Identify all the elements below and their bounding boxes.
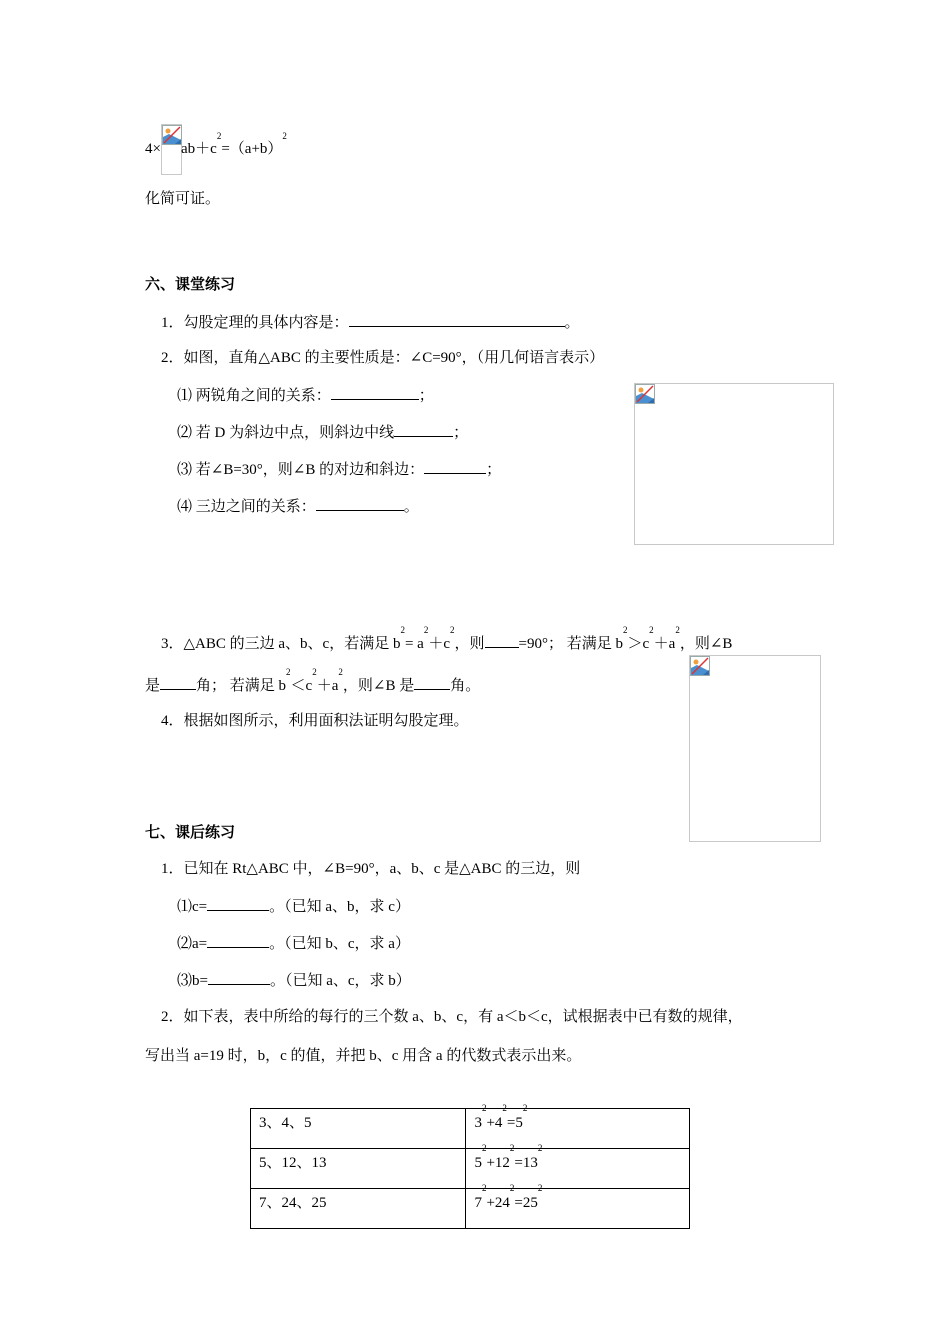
- exponent: 2: [481, 1183, 487, 1193]
- answer-blank[interactable]: [485, 633, 519, 648]
- q3-text: 角； 若满足 b: [196, 678, 287, 694]
- item-label: ⑷ 三边之间的关系：: [177, 499, 316, 515]
- exponent: 2: [481, 1103, 487, 1113]
- item-note: 。（已知 a、b，求 c）: [269, 899, 410, 915]
- eq-part: =13: [514, 1155, 538, 1171]
- exponent: 2: [450, 625, 455, 635]
- exponent: 2: [338, 667, 343, 677]
- q3-text: ，则∠B 是: [342, 678, 415, 694]
- punct: ；: [486, 462, 502, 478]
- triangle-figure-image: [634, 383, 834, 545]
- answer-blank[interactable]: [207, 933, 269, 948]
- s6-q4: 4．根据如图所示，利用面积法证明勾股定理。: [161, 713, 469, 729]
- s7-q2-line1: 2．如下表，表中所给的每行的三个数 a、b、c，有 a＜b＜c，试根据表中已有数的规律，: [161, 1009, 743, 1025]
- answer-blank[interactable]: [160, 675, 196, 690]
- item-label: ⑵ 若 D 为斜边中点，则斜边中线: [177, 425, 395, 441]
- item-label: ⑵a=: [177, 936, 208, 952]
- formula-rest: [181, 131, 287, 159]
- exponent: 2: [537, 1143, 543, 1153]
- broken-image-icon: [690, 656, 710, 676]
- item-label: ⑴c=: [177, 899, 208, 915]
- formula-part: ab＋c: [181, 141, 217, 157]
- item-note: 。（已知 a、c，求 b）: [269, 973, 411, 989]
- s6-q3-line1: [161, 625, 733, 654]
- punct: 。: [403, 499, 419, 515]
- q3-text: ＞c: [627, 636, 650, 652]
- answer-blank[interactable]: [394, 422, 453, 437]
- punct: 。: [564, 315, 580, 331]
- answer-blank[interactable]: [414, 675, 450, 690]
- exponent: 2: [286, 667, 291, 677]
- s6-q2-item-4: [177, 496, 419, 517]
- exponent: 2: [216, 131, 222, 141]
- eq-part: +24: [486, 1195, 510, 1211]
- s6-q1: [161, 312, 580, 333]
- section7-title: 七、课后练习: [145, 825, 236, 841]
- q3-text: 是: [145, 678, 161, 694]
- q3-text: 角。: [450, 678, 481, 694]
- item-note: 。（已知 b、c，求 a）: [269, 936, 410, 952]
- eq-part: +12: [486, 1155, 510, 1171]
- s7-q2-line2: 写出当 a=19 时，b，c 的值，并把 b、c 用含 a 的代数式表示出来。: [145, 1048, 582, 1064]
- q3-text: ，则: [454, 636, 485, 652]
- eq-part: =5: [506, 1115, 523, 1131]
- exponent: 2: [502, 1103, 507, 1113]
- s7-q1-item-1: [177, 896, 410, 917]
- table-cell-equation: [466, 1183, 690, 1229]
- item-label: ⑶b=: [177, 973, 208, 989]
- table-cell-equation: [466, 1103, 690, 1149]
- exponent: 2: [622, 625, 628, 635]
- q3-text: ，则∠B: [679, 636, 733, 652]
- proof-figure-image: [689, 655, 821, 842]
- eq-part: 5: [474, 1155, 482, 1171]
- answer-blank[interactable]: [424, 459, 486, 474]
- exponent: 2: [649, 625, 654, 635]
- answer-blank[interactable]: [349, 312, 565, 327]
- exponent: 2: [522, 1103, 528, 1113]
- pythagorean-table: [250, 1103, 690, 1229]
- exponent: 2: [282, 131, 287, 141]
- table-row: [251, 1189, 690, 1229]
- exponent: 2: [509, 1183, 515, 1193]
- s7-q1-item-2: [177, 933, 410, 954]
- table-row: [251, 1149, 690, 1189]
- formula-part: =（a+b）: [221, 141, 283, 157]
- table-row: [251, 1109, 690, 1149]
- section6-title: 六、课堂练习: [145, 277, 236, 293]
- q3-text: = a: [404, 636, 424, 652]
- eq-part: +4: [486, 1115, 503, 1131]
- q3-text: ＜c: [290, 678, 313, 694]
- punct: ；: [418, 388, 434, 404]
- exponent: 2: [675, 625, 680, 635]
- broken-image-icon: [635, 384, 655, 404]
- punct: ；: [453, 425, 469, 441]
- eq-part: =25: [514, 1195, 538, 1211]
- simplify-text: 化简可证。: [145, 191, 221, 207]
- exponent: 2: [481, 1143, 487, 1153]
- q3-text: =90°； 若满足 b: [518, 636, 623, 652]
- eq-part: 7: [474, 1195, 482, 1211]
- s6-q2-item-1: [177, 385, 434, 406]
- broken-image-icon: [162, 125, 182, 145]
- s6-q2-item-2: [177, 422, 468, 443]
- s7-q1-item-3: [177, 970, 411, 991]
- item-label: ⑴ 两锐角之间的关系：: [177, 388, 331, 404]
- fraction-image: [161, 124, 182, 175]
- table-cell-triple: 7、24、25: [251, 1189, 466, 1229]
- item-label: ⑶ 若∠B=30°，则∠B 的对边和斜边：: [177, 462, 425, 478]
- s6-q3-line2: [145, 667, 481, 696]
- table-cell-triple: 5、12、13: [251, 1149, 466, 1189]
- eq-part: 3: [474, 1115, 482, 1131]
- exponent: 2: [400, 625, 405, 635]
- exponent: 2: [312, 667, 317, 677]
- exponent: 2: [423, 625, 429, 635]
- table-cell-equation: [466, 1143, 690, 1189]
- s6-q2-item-3: [177, 459, 501, 480]
- question-text: 1．勾股定理的具体内容是：: [161, 315, 349, 331]
- q3-text: 3．△ABC 的三边 a、b、c，若满足 b: [161, 636, 401, 652]
- formula-prefix: 4×: [145, 141, 161, 157]
- exponent: 2: [537, 1183, 543, 1193]
- q3-text: ＋a: [316, 678, 339, 694]
- q3-text: ＋c: [428, 636, 450, 652]
- s7-q1: 1．已知在 Rt△ABC 中，∠B=90°，a、b、c 是△ABC 的三边，则: [161, 861, 581, 877]
- s6-q2: 2．如图，直角△ABC 的主要性质是：∠C=90°，（用几何语言表示）: [161, 350, 605, 366]
- q3-text: ＋a: [653, 636, 676, 652]
- answer-blank[interactable]: [207, 896, 269, 911]
- answer-blank[interactable]: [316, 496, 404, 511]
- formula-line: [145, 139, 161, 159]
- answer-blank[interactable]: [208, 970, 270, 985]
- table-cell-triple: 3、4、5: [251, 1109, 466, 1149]
- answer-blank[interactable]: [331, 385, 419, 400]
- exponent: 2: [509, 1143, 515, 1153]
